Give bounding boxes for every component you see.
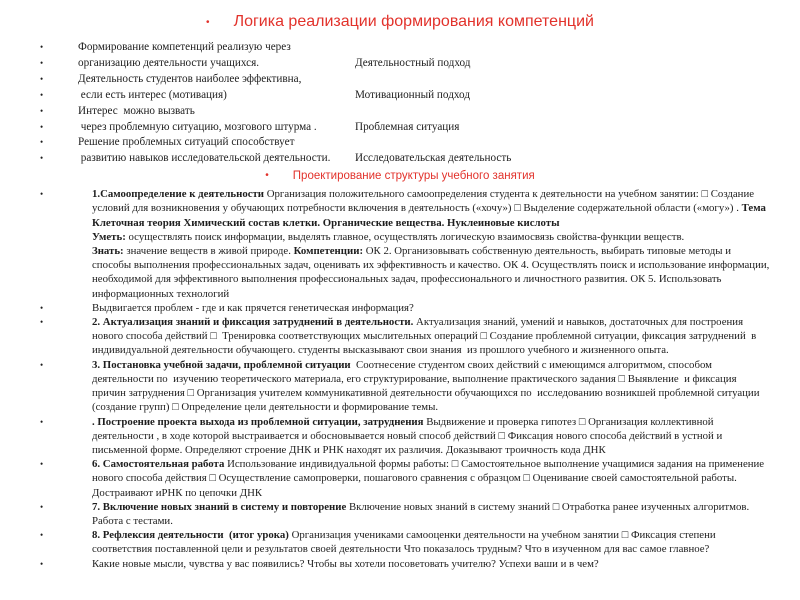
- list-item: [0, 187, 800, 301]
- text-segment: 6. Самостоятельная работа: [92, 458, 228, 471]
- bullet-icon: •: [40, 89, 44, 100]
- text-segment: осуществлять поиск информации, выделять главное, осуществлять логическую взаимосвязь свойства-функции веществ.: [128, 230, 685, 243]
- list-item: [0, 415, 800, 458]
- bullet-icon: •: [40, 317, 44, 328]
- page-title-row: [0, 0, 800, 31]
- text-segment: 1.Самоопределение к деятельности: [92, 188, 267, 201]
- text-segment: Организация положительного самоопределения студента к деятельности на учебном занятии: □ Создание условий для возникновения у обучающих потребности включения в деятельность («хочу») □ Выделение содержательной области («могу») .: [92, 188, 757, 215]
- intro-left-text: Интерес можно вызвать: [78, 104, 195, 117]
- intro-row: [0, 120, 800, 136]
- text-segment: . Построение проекта выхода из проблемной ситуации, затруднения: [92, 415, 427, 428]
- text-segment: Выдвигается проблем - где и как прячется генетическая информация?: [92, 301, 414, 314]
- bullet-icon: •: [206, 17, 210, 28]
- intro-row: [0, 72, 800, 88]
- text-segment: 2. Актуализация знаний и фиксация затруднений в деятельности.: [92, 316, 417, 329]
- intro-row: [0, 88, 800, 104]
- intro-left-text: Решение проблемных ситуаций способствует: [78, 136, 295, 149]
- intro-left-text: если есть интерес (мотивация): [78, 88, 227, 101]
- intro-left-text: Формирование компетенций реализую через: [78, 41, 291, 53]
- list-item: [0, 315, 800, 358]
- bullet-icon: •: [265, 170, 269, 182]
- text-segment: Выдвижение и проверка гипотез □ Организация коллективной деятельности , в ходе которой выстраивается и обосновывается новый способ действий □ Фиксация нового способа действий в устной и письменной форме. Определяют строение ДНК и РНК находят их различия. Доказывают троичность кода ДНК: [92, 415, 726, 456]
- item-text: [92, 415, 772, 458]
- intro-row: [0, 56, 800, 72]
- page-title: Логика реализации формирования компетенций: [233, 13, 594, 30]
- intro-left-text: через проблемную ситуацию, мозгового штурма .: [78, 120, 317, 133]
- text-segment: Актуализация знаний, умений и навыков, достаточных для построения нового способа действий □ Тренировка соответствующих мыслительных операций □ Создание проблемной ситуации, фиксация затруднений в индивидуальной деятельности обучающего. студенты высказывают свои знания из прошлого учебного и жизненного опыта.: [92, 316, 759, 357]
- text-segment: значение веществ в живой природе.: [123, 245, 294, 258]
- bullet-icon: •: [40, 57, 44, 68]
- item-text: [92, 301, 772, 315]
- section-subtitle: Проектирование структуры учебного занятия: [292, 170, 535, 183]
- bullet-icon: •: [40, 359, 44, 370]
- intro-row: [0, 135, 800, 151]
- list-item: [0, 301, 800, 315]
- item-text: [92, 557, 772, 571]
- bullet-icon: •: [40, 73, 44, 84]
- intro-row: [0, 151, 800, 167]
- bullet-icon: •: [40, 137, 44, 148]
- list-item: [0, 557, 800, 571]
- intro-left-text: Деятельность студентов наиболее эффективна,: [78, 72, 302, 85]
- bullet-icon: •: [40, 459, 44, 470]
- list-item: [0, 500, 800, 528]
- text-segment: 8. Рефлексия деятельности (итог урока): [92, 529, 292, 542]
- item-text: [92, 500, 772, 528]
- bullet-icon: •: [40, 501, 44, 512]
- bullet-icon: •: [40, 302, 44, 313]
- list-item: [0, 528, 800, 556]
- intro-right-label: Мотивационный подход: [355, 88, 471, 101]
- bullet-icon: •: [40, 105, 44, 116]
- intro-left-text: развитию навыков исследовательской деятельности.: [78, 152, 331, 165]
- item-text: [92, 528, 772, 556]
- bullet-icon: •: [40, 416, 44, 427]
- structure-section: [0, 187, 800, 570]
- intro-row: [0, 40, 800, 56]
- text-segment: 3. Постановка учебной задачи, проблемной ситуации: [92, 358, 357, 371]
- item-text: [92, 457, 772, 500]
- bullet-icon: •: [40, 42, 44, 52]
- text-segment: Какие новые мысли, чувства у вас появились? Чтобы вы хотели посоветовать учителю? Успехи ваши и в чем?: [92, 557, 599, 570]
- section-subtitle-row: [0, 170, 800, 182]
- text-segment: Знать:: [92, 245, 124, 258]
- text-segment: Компетенции:: [293, 245, 364, 258]
- text-segment: ОК 2. Организовывать собственную деятельность, выбирать типовые методы и способы выполнения профессиональных задач, оценивать их эффективность и качество. ОК 4. Осуществлять поиск и использование информации, необходимой для эффективного выполнения профессиональных задач, профессионального и личностного развития. ОК 5. Использовать информационных технологий: [92, 245, 773, 300]
- bullet-icon: •: [40, 530, 44, 541]
- text-segment: Соотнесение студентом своих действий с имеющимся алгоритмом, способом деятельности по изучению теоретического материала, его структурирование, выполнение практического задания □ Выявление и фиксация причин затруднения □ Организация учителем коммуникативной деятельности обучающихся по исследованию возникшей проблемной ситуации (создание групп) □ Определение цели деятельности и формирование темы.: [92, 358, 763, 414]
- item-text: [92, 315, 772, 358]
- text-segment: Организация учениками самооценки деятельности на учебном занятии □ Фиксация степени соответствия поставленной цели и результатов своей деятельности Что показалось трудным? Что в изученном для вас самое главное?: [92, 529, 719, 556]
- bullet-icon: •: [40, 153, 44, 164]
- text-segment: 7. Включение новых знаний в систему и повторение: [92, 500, 349, 513]
- list-item: [0, 358, 800, 415]
- text-segment: Использование индивидуальной формы работы: □ Самостоятельное выполнение учащимися задания на применение нового способа действия □ Осуществление самопроверки, пошагового сравнения с образцом □ Оценивание своей самостоятельной работы. Достраивают иРНК по цепочки ДНК: [92, 458, 767, 499]
- bullet-icon: •: [40, 558, 44, 569]
- list-item: [0, 457, 800, 500]
- intro-left-text: организацию деятельности учащихся.: [78, 56, 260, 69]
- intro-row: [0, 104, 800, 120]
- intro-right-label: Проблемная ситуация: [355, 120, 460, 133]
- text-segment: Уметь:: [92, 230, 126, 243]
- item-text: [92, 187, 772, 301]
- bullet-icon: •: [40, 121, 44, 132]
- item-text: [92, 358, 772, 415]
- intro-right-label: Исследовательская деятельность: [355, 152, 512, 165]
- bullet-icon: •: [40, 189, 44, 200]
- text-segment: Тема Клеточная теория Химический состав клетки. Органические вещества. Нуклеиновые кислоты: [92, 202, 766, 229]
- intro-section: [0, 40, 800, 167]
- text-segment: Включение новых знаний в систему знаний □ Отработка ранее изученных алгоритмов. Работа с тестами.: [92, 500, 752, 527]
- intro-right-label: Деятельностный подход: [355, 56, 471, 69]
